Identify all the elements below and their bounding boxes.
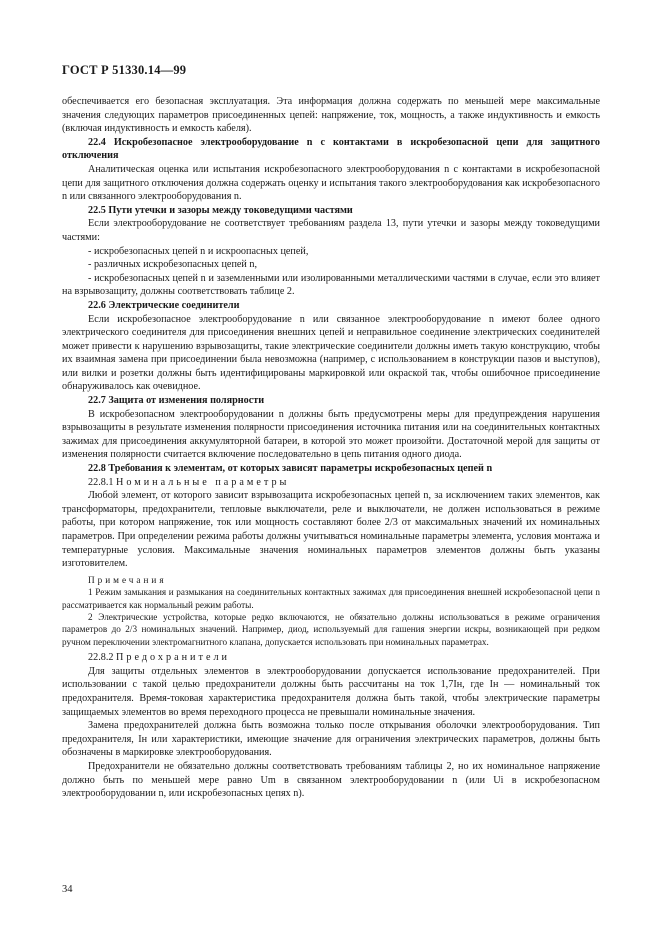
paragraph: Замена предохранителей должна быть возможна только после открывания оболочки электрооборудования. Тип предохранителя, Iн или характеристики, имеющие значение для ограничения электрических параметров, должны быть обозначены в маркировке электрооборудования.	[62, 720, 600, 759]
paragraph: Любой элемент, от которого зависит взрывозащита искробезопасных цепей n, за исключением таких элементов, как трансформаторы, предохранители, тепловые выключатели, реле и выключатели, не должен использоваться в режиме работы, при котором напряжение, ток или мощность составляют более 2/3 от максимальных значений их номинальных параметров. При определении режима работы должны учитываться номинальные параметры элемента, условия монтажа и температурные условия. Максимальные значения номинальных параметров элементов должны быть указаны изготовителем.	[62, 490, 600, 570]
paragraph: Если электрооборудование не соответствует требованиям раздела 13, пути утечки и зазоры между токоведущими частями:	[62, 218, 600, 243]
page-number: 34	[62, 884, 73, 895]
paragraph: Предохранители не обязательно должны соответствовать требованиям таблицы 2, но их номинальное напряжение должно быть по меньшей мере равно Um в связанном электрооборудовании n (или Ui в искробезопасном электрооборудовании n, или искробезопасных цепях n).	[62, 760, 600, 800]
note-item: 1 Режим замыкания и размыкания на соединительных контактных зажимах для присоединения внешней искробезопасной цепи n рассматривается как нормальный режим работы.	[62, 587, 600, 610]
subsection-title: Номинальные параметры	[116, 476, 290, 488]
subsection-number: 22.8.2	[88, 652, 114, 664]
subsection-number: 22.8.1	[88, 476, 114, 488]
subsection-title: Предохранители	[116, 652, 230, 664]
paragraph: обеспечивается его безопасная эксплуатация. Эта информация должна содержать по меньшей мере максимальные значения следующих параметров присоединенных цепей: напряжение, ток, мощность, а также индуктивность и емкость (включая индуктивность и емкость кабеля).	[62, 96, 600, 135]
section-heading-22-6: 22.6 Электрические соединители	[88, 299, 240, 311]
paragraph: Для защиты отдельных элементов в электрооборудовании допускается использование предохранителей. При использовании с такой целью предохранители должны быть рассчитаны на ток 1,7Iн, где Iн — номинальный ток предохранителя. Время-токовая характеристика предохранителя должна быть такой, чтобы электрические параметры защищаемых элементов во время переходного процесса не превышали номинальные значения.	[62, 665, 600, 718]
subsection-heading-22-8-1	[62, 476, 600, 490]
list-item: - искробезопасных цепей n и искроопасных цепей,	[88, 245, 309, 257]
section-heading-22-5: 22.5 Пути утечки и зазоры между токоведущими частями	[88, 204, 353, 216]
paragraph: В искробезопасном электрооборудовании n должны быть предусмотрены меры для предупреждения нарушения взрывозащиты в результате изменения полярности присоединения источника питания или на соединительных контактных зажимах для присоединения аккумуляторной батареи, в которой это может произойти. Достаточной мерой для защиты от изменения полярности считается включение последовательно в цепь питания одного диода.	[62, 408, 600, 461]
list-item: - различных искробезопасных цепей n,	[88, 259, 258, 271]
section-heading-22-8: 22.8 Требования к элементам, от которых зависят параметры искробезопасных цепей n	[88, 463, 493, 475]
document-body	[62, 95, 600, 801]
standard-designation: ГОСТ Р 51330.14—99	[62, 63, 187, 77]
notes-title: Примечания	[88, 574, 167, 585]
section-heading-22-4: 22.4 Искробезопасное электрооборудование n с контактами в искробезопасной цепи для защитного отключения	[62, 136, 600, 162]
subsection-heading-22-8-2	[62, 651, 600, 665]
note-item: 2 Электрические устройства, которые редко включаются, не обязательно должны использоваться в режиме ограничения параметров до 2/3 номинальных значений. Например, диод, используемый для гашения энергии искры, возникающей при редком ручном переключении электромагнитного клапана, допускается использовать при номинальных параметрах.	[62, 612, 600, 647]
paragraph: Аналитическая оценка или испытания искробезопасного электрооборудования n с контактами в искробезопасной цепи для защитного отключения должна содержать оценку и испытания такого электрооборудования как искробезопасного n или связанного электрооборудования n.	[62, 163, 600, 203]
list-item: - искробезопасных цепей n и заземленными или изолированными металлическими частями в случае, если это влияет на взрывозащиту, должны соответствовать таблице 2.	[62, 272, 600, 298]
section-heading-22-7: 22.7 Защита от изменения полярности	[88, 395, 265, 407]
paragraph: Если искробезопасное электрооборудование n или связанное электрооборудование n имеют более одного электрического соединителя для присоединения внешних цепей и неправильное соединение электрических соединителей может привести к нарушению взрывозащиты, такие электрические соединители должны иметь такую конструкцию, чтобы их взаимная замена при присоединении была невозможна (например, с использованием в конструкции пазов и выступов), или вилки и розетки должны быть идентифицированы маркировкой или окраской так, чтобы ошибочное присоединение обнаруживалось как очевидное.	[62, 313, 600, 393]
